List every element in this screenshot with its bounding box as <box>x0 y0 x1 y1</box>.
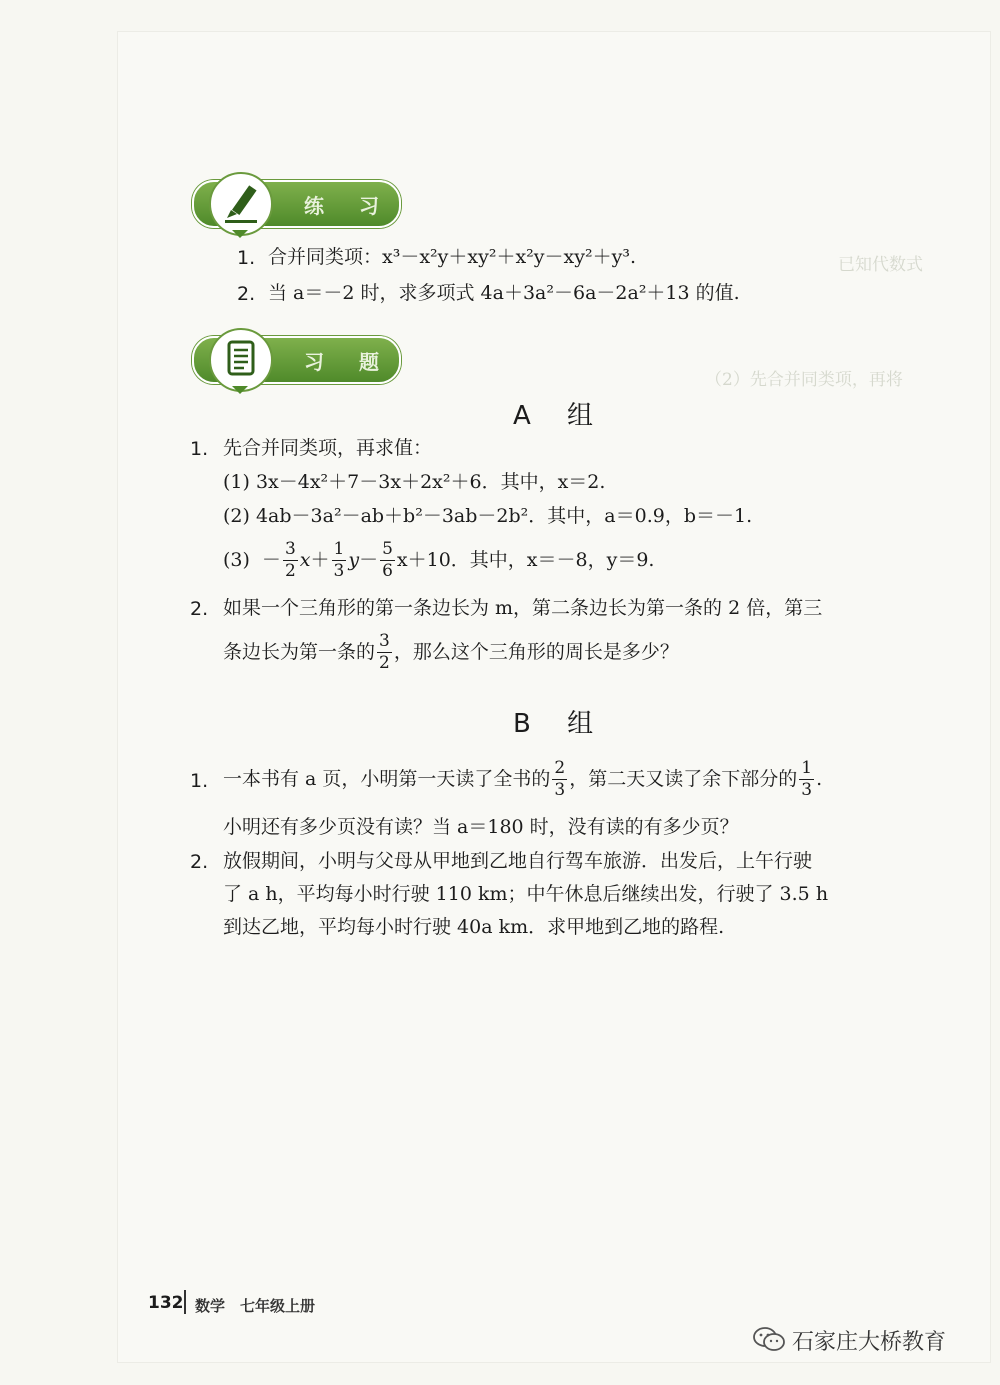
fraction-three-halves: $\frac{3}{2}$ <box>379 630 390 673</box>
page-number: 132 <box>148 1293 184 1313</box>
part3-label: (3) <box>223 548 250 571</box>
fraction-two-thirds: $\frac{2}{3}$ <box>554 757 566 800</box>
fraction-one-third: $\frac{1}{3}$ <box>801 757 813 800</box>
group-b-q2-line2: 了 a h，平均每小时行驶 110 km；中午休息后继续出发，行驶了 3.5 h <box>223 883 829 905</box>
practice-item-1: 合并同类项：x³－x²y＋xy²＋x²y－xy²＋y³. <box>268 246 636 268</box>
question-number: 1. <box>190 770 209 792</box>
banner-pointer <box>232 386 248 394</box>
footer-divider <box>184 1290 186 1314</box>
question-number: 1. <box>190 438 209 460</box>
group-a-q2-line1: 如果一个三角形的第一条边长为 m，第二条边长为第一条的 2 倍，第三 <box>223 597 823 619</box>
question-number: 2. <box>190 851 209 873</box>
group-a-title: A 组 <box>513 401 608 431</box>
practice-item-number: 2. <box>237 283 256 305</box>
practice-banner <box>192 180 401 228</box>
exercises-title: 习 题 <box>304 350 393 374</box>
group-a-q1-part3: (3) － $\frac{3}{2}$ x＋ $\frac{1}{3}$ y－ $\frac{5}{6}$ x＋10．其中，x＝－8，y＝9. <box>223 538 655 581</box>
group-b-q2-line1: 放假期间，小明与父母从甲地到乙地自行驾车旅游．出发后，上午行驶 <box>223 850 813 872</box>
group-b-title: B 组 <box>513 709 608 739</box>
part3-tail: x＋10．其中，x＝－8，y＝9. <box>396 548 655 571</box>
group-b-q1-line1: 一本书有 a 页，小明第一天读了全书的 $\frac{2}{3}$ ，第二天又读了余下部分的 $\frac{1}{3}$ . <box>223 757 823 800</box>
pencil-icon <box>209 172 273 236</box>
fraction-one-third: $\frac{1}{3}$ <box>333 538 345 581</box>
practice-item-2: 当 a＝－2 时，求多项式 4a＋3a²－6a－2a²＋13 的值. <box>268 282 740 304</box>
group-a-q1-part1: (1) 3x－4x²＋7－3x＋2x²＋6．其中，x＝2. <box>223 471 606 493</box>
watermark-text: 石家庄大桥教育 <box>792 1330 947 1355</box>
bleed-through-text: （2）先合并同类项，再将 <box>705 370 903 390</box>
bleed-through-text: 已知代数式 <box>838 255 923 275</box>
book-title: 数学 七年级上册 <box>195 1297 316 1315</box>
group-a-q1-part2: (2) 4ab－3a²－ab＋b²－3ab－2b²．其中，a＝0.9，b＝－1. <box>223 505 753 527</box>
exercises-banner <box>192 336 401 384</box>
question-number: 2. <box>190 598 209 620</box>
practice-item-number: 1. <box>237 247 256 269</box>
notebook-icon <box>209 328 273 392</box>
group-b-q2-line3: 到达乙地，平均每小时行驶 40a km．求甲地到乙地的路程. <box>223 916 725 938</box>
group-a-q1-stem: 先合并同类项，再求值： <box>223 437 433 459</box>
fraction-three-halves: $\frac{3}{2}$ <box>284 538 296 581</box>
banner-pointer <box>232 230 248 238</box>
fraction-five-sixths: $\frac{5}{6}$ <box>382 538 393 581</box>
group-b-q1-line2: 小明还有多少页没有读？当 a＝180 时，没有读的有多少页？ <box>223 816 739 838</box>
wechat-icon <box>752 1326 786 1352</box>
practice-title: 练 习 <box>304 194 393 218</box>
group-a-q2-line2: 条边长为第一条的 $\frac{3}{2}$ ，那么这个三角形的周长是多少？ <box>223 630 679 673</box>
